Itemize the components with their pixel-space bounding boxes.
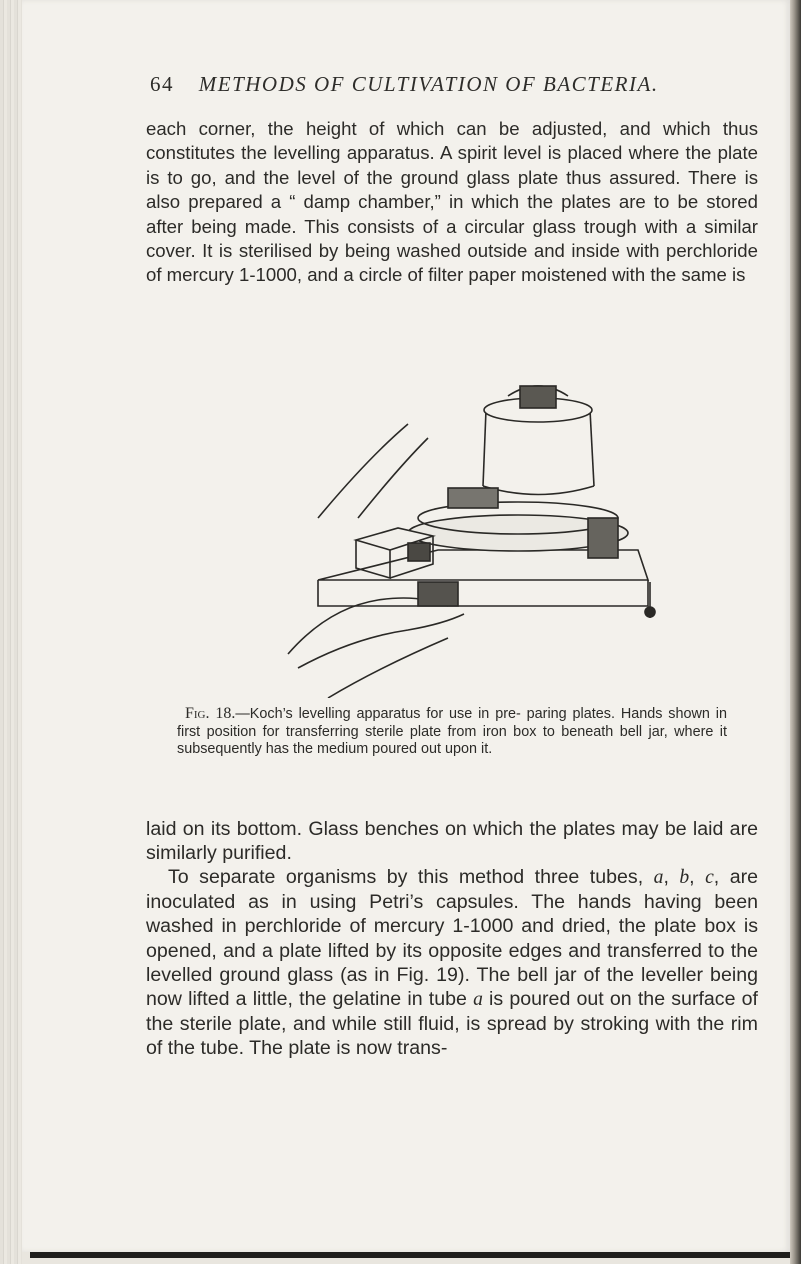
page-number: 64 (150, 72, 174, 96)
italic-variable: a (473, 989, 483, 1011)
text-run: To separate organisms by this method three tubes, (168, 866, 654, 888)
running-title: METHODS OF CULTIVATION OF BACTERIA. (198, 72, 659, 96)
italic-variable: a (653, 867, 664, 888)
body-paragraph: each corner, the height of which can be adjusted, and which thus constitutes the levelling apparatus. A spirit level is placed where the plate is to go, and the level of the ground glass plate thus assured. There is also prepared a “ damp chamber,” in which the plates are to be stored after being made. This consists of a circular glass trough with a similar cover. It is sterilised by being washed outside and inside with perchloride of mercury 1-1000, and a circle of filter paper moistened with the same is (146, 118, 758, 286)
body-paragraph: laid on its bottom. Glass benches on which the plates may be laid are similarly purified. (146, 818, 758, 865)
koch-levelling-apparatus-illustration (258, 368, 678, 698)
figure-caption (177, 705, 727, 759)
text-run: , are inoculated as in using Petri’s capsules. The hands having been washed in perchloride of mercury 1-1000 and dried, the plate box is opened, and a plate lifted by its opposite edges and transferred to the levelled ground glass (as in Fig. 19). The bell jar of the leveller being now lifted a little, the gelatine in tube (146, 866, 759, 1011)
italic-variable: b (679, 867, 690, 888)
page-binding-shadow (790, 0, 801, 1264)
italic-variable: c (705, 867, 714, 888)
running-head (150, 72, 750, 97)
page-bottom-edge (30, 1252, 790, 1258)
text-run: is poured out on the surface of the sterile plate, and while still fluid, is spread by stroking with the rim of the tube. The plate is now trans- (146, 988, 759, 1060)
figure-caption-text: —Koch’s levelling apparatus for use in pre- paring plates. Hands shown in first position for transferring sterile plate from iron box to beneath bell jar, where it subsequently has the medium poured out upon it. (177, 706, 727, 758)
body-paragraph (146, 865, 758, 1061)
text-run: , (689, 866, 706, 888)
figure-label: Fig. 18. (185, 705, 236, 722)
page-stack-left-edge (0, 0, 22, 1264)
text-run: , (663, 866, 680, 888)
